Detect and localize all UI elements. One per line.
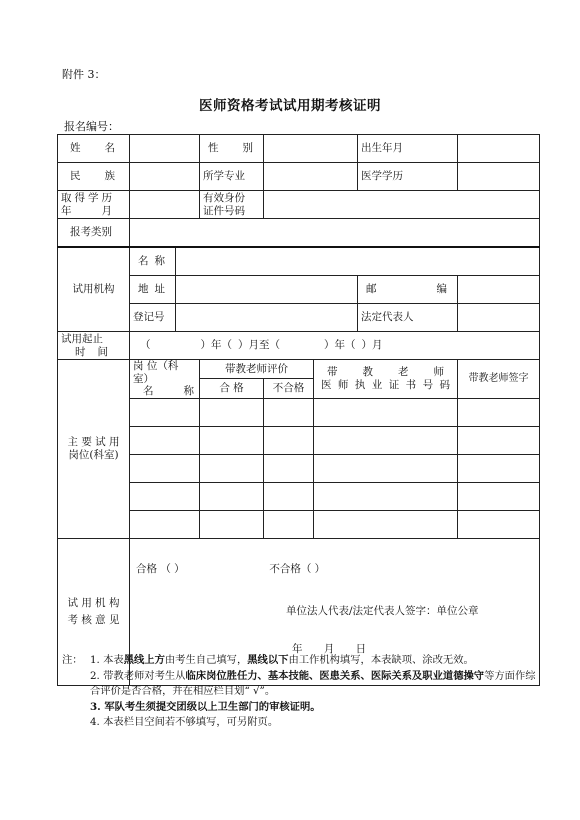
major-label: 所学专业	[200, 163, 264, 191]
eval-header: 带教老师评价	[200, 360, 314, 379]
sign-cell[interactable]	[458, 454, 540, 482]
ethnicity-label: 民 族	[58, 163, 130, 191]
post-name-header-line1: 岗 位（科 室）	[133, 360, 179, 385]
posts-label	[58, 360, 130, 539]
postcode-label: 邮 编	[358, 276, 458, 304]
education-label-line2: 年 月	[61, 204, 112, 217]
table-row	[58, 482, 540, 510]
table-row	[58, 398, 540, 426]
post-name-cell[interactable]	[130, 426, 200, 454]
opinion-label-line2: 考 核 意 见	[67, 613, 120, 626]
note-1-text-c: 由工作机构填写，本表缺项、涂改无效。	[288, 654, 474, 666]
institution-name-label: 名 称	[130, 247, 176, 276]
post-name-header-line2: 名 称	[143, 385, 194, 398]
opinion-pass[interactable]: 合格 （ ）	[136, 562, 185, 575]
institution-name-field[interactable]	[176, 247, 540, 276]
note-1-bold-a: 黑线上方	[123, 654, 165, 666]
row-name	[58, 135, 540, 163]
institution-address-label: 地 址	[130, 276, 176, 304]
id-label-line2: 证件号码	[203, 204, 245, 217]
notes-lines	[90, 653, 542, 731]
institution-reg-field[interactable]	[176, 304, 358, 332]
pass-cell[interactable]	[200, 398, 264, 426]
cert-header-line2: 医师执业证书号码	[321, 378, 450, 391]
table-row	[58, 426, 540, 454]
row-education	[58, 191, 540, 219]
note-2-text-a: 2. 带教老师对考生从	[90, 669, 186, 682]
sign-header: 带教老师签字	[458, 360, 540, 399]
note-2-bold: 临床岗位胜任力、基本技能、医患关系、医际关系及职业道德操守	[185, 669, 485, 682]
notes-label: 注：	[62, 654, 83, 666]
period-label-line1: 试用起止	[61, 332, 103, 345]
table-row	[58, 454, 540, 482]
opinion-date-line: 年 月 日	[292, 642, 367, 655]
post-name-cell[interactable]	[130, 398, 200, 426]
birth-label: 出生年月	[358, 135, 458, 163]
note-3	[90, 700, 542, 716]
id-label-line1: 有效身份	[203, 191, 245, 204]
opinion-result-line	[136, 563, 325, 576]
period-month-from: ）月至（	[238, 339, 280, 352]
row-institution-reg	[58, 304, 540, 332]
fail-header: 不合格	[264, 379, 314, 398]
legal-rep-field[interactable]	[458, 304, 540, 332]
education-label	[58, 191, 130, 219]
row-institution-address	[58, 276, 540, 304]
gender-label: 性 别	[200, 135, 264, 163]
row-exam-type	[58, 219, 540, 248]
page-title: 医师资格考试试用期考核证明	[199, 98, 381, 114]
education-label-line1: 取得学历	[61, 191, 112, 204]
post-name-cell[interactable]	[130, 454, 200, 482]
fail-cell[interactable]	[264, 426, 314, 454]
cert-header	[314, 360, 458, 399]
name-field[interactable]	[130, 135, 200, 163]
pass-cell[interactable]	[200, 482, 264, 510]
period-year-from: ）年（	[200, 339, 232, 352]
note-1	[90, 653, 542, 669]
legal-rep-label: 法定代表人	[358, 304, 458, 332]
name-label: 姓 名	[58, 135, 130, 163]
period-field[interactable]	[130, 332, 540, 360]
post-name-header	[130, 360, 200, 399]
note-1-bold-b: 黑线以下	[247, 654, 289, 666]
note-2-text-b: 等方面作综合评价是否合格，并在相应栏目划“ √”。	[90, 669, 536, 697]
note-1-text-b: 由考生自己填写，	[164, 654, 248, 666]
ethnicity-field[interactable]	[130, 163, 200, 191]
pass-cell[interactable]	[200, 510, 264, 538]
opinion-signature-line: 单位法人代表/法定代表人签字：单位公章	[286, 604, 479, 617]
medical-degree-field[interactable]	[458, 163, 540, 191]
gender-field[interactable]	[264, 135, 358, 163]
note-2	[90, 669, 542, 700]
birth-field[interactable]	[458, 135, 540, 163]
institution-address-field[interactable]	[176, 276, 358, 304]
exam-type-field[interactable]	[130, 219, 540, 248]
attachment-label: 附件 3：	[62, 68, 106, 81]
sign-cell[interactable]	[458, 482, 540, 510]
posts-label-line2: 岗位(科室)	[68, 448, 119, 461]
postcode-field[interactable]	[458, 276, 540, 304]
fail-cell[interactable]	[264, 482, 314, 510]
row-posts-header-1	[58, 360, 540, 379]
sign-cell[interactable]	[458, 510, 540, 538]
period-paren-1: （	[140, 339, 151, 352]
row-period	[58, 332, 540, 360]
period-label	[58, 332, 130, 360]
exam-form-table	[57, 134, 540, 686]
pass-cell[interactable]	[200, 426, 264, 454]
opinion-fail[interactable]: 不合格（ ）	[269, 562, 326, 575]
exam-type-label: 报考类别	[58, 219, 130, 248]
cert-cell[interactable]	[314, 454, 458, 482]
row-ethnicity	[58, 163, 540, 191]
cert-cell[interactable]	[314, 482, 458, 510]
education-field[interactable]	[130, 191, 200, 219]
fail-cell[interactable]	[264, 398, 314, 426]
cert-cell[interactable]	[314, 510, 458, 538]
cert-cell[interactable]	[314, 398, 458, 426]
cert-header-line1: 带 教 老 师	[327, 366, 444, 379]
pass-header: 合 格	[200, 379, 264, 398]
note-1-text-a: 1. 本表	[90, 654, 124, 666]
id-label	[200, 191, 264, 219]
registration-number-label: 报名编号：	[64, 120, 119, 133]
posts-label-line1: 主 要 试 用	[67, 436, 120, 449]
row-institution-name	[58, 247, 540, 276]
cert-cell[interactable]	[314, 426, 458, 454]
post-name-cell[interactable]	[130, 482, 200, 510]
medical-degree-label: 医学学历	[358, 163, 458, 191]
sign-cell[interactable]	[458, 398, 540, 426]
institution-reg-label: 登记号	[130, 304, 176, 332]
period-label-line2: 时 间	[75, 345, 108, 358]
period-year-to: ）年（	[324, 339, 356, 352]
pass-cell[interactable]	[200, 454, 264, 482]
fail-cell[interactable]	[264, 510, 314, 538]
institution-label: 试用机构	[58, 247, 130, 332]
opinion-label-line1: 试 用 机 构	[67, 597, 120, 610]
id-field[interactable]	[264, 191, 540, 219]
fail-cell[interactable]	[264, 454, 314, 482]
table-row	[58, 510, 540, 538]
note-4: 4. 本表栏目空间若不够填写，可另附页。	[90, 716, 279, 728]
sign-cell[interactable]	[458, 426, 540, 454]
post-name-cell[interactable]	[130, 510, 200, 538]
period-month-to: ）月	[361, 339, 383, 352]
note-3-bold: 3. 军队考生须提交团级以上卫生部门的审核证明。	[90, 700, 321, 713]
major-field[interactable]	[264, 163, 358, 191]
